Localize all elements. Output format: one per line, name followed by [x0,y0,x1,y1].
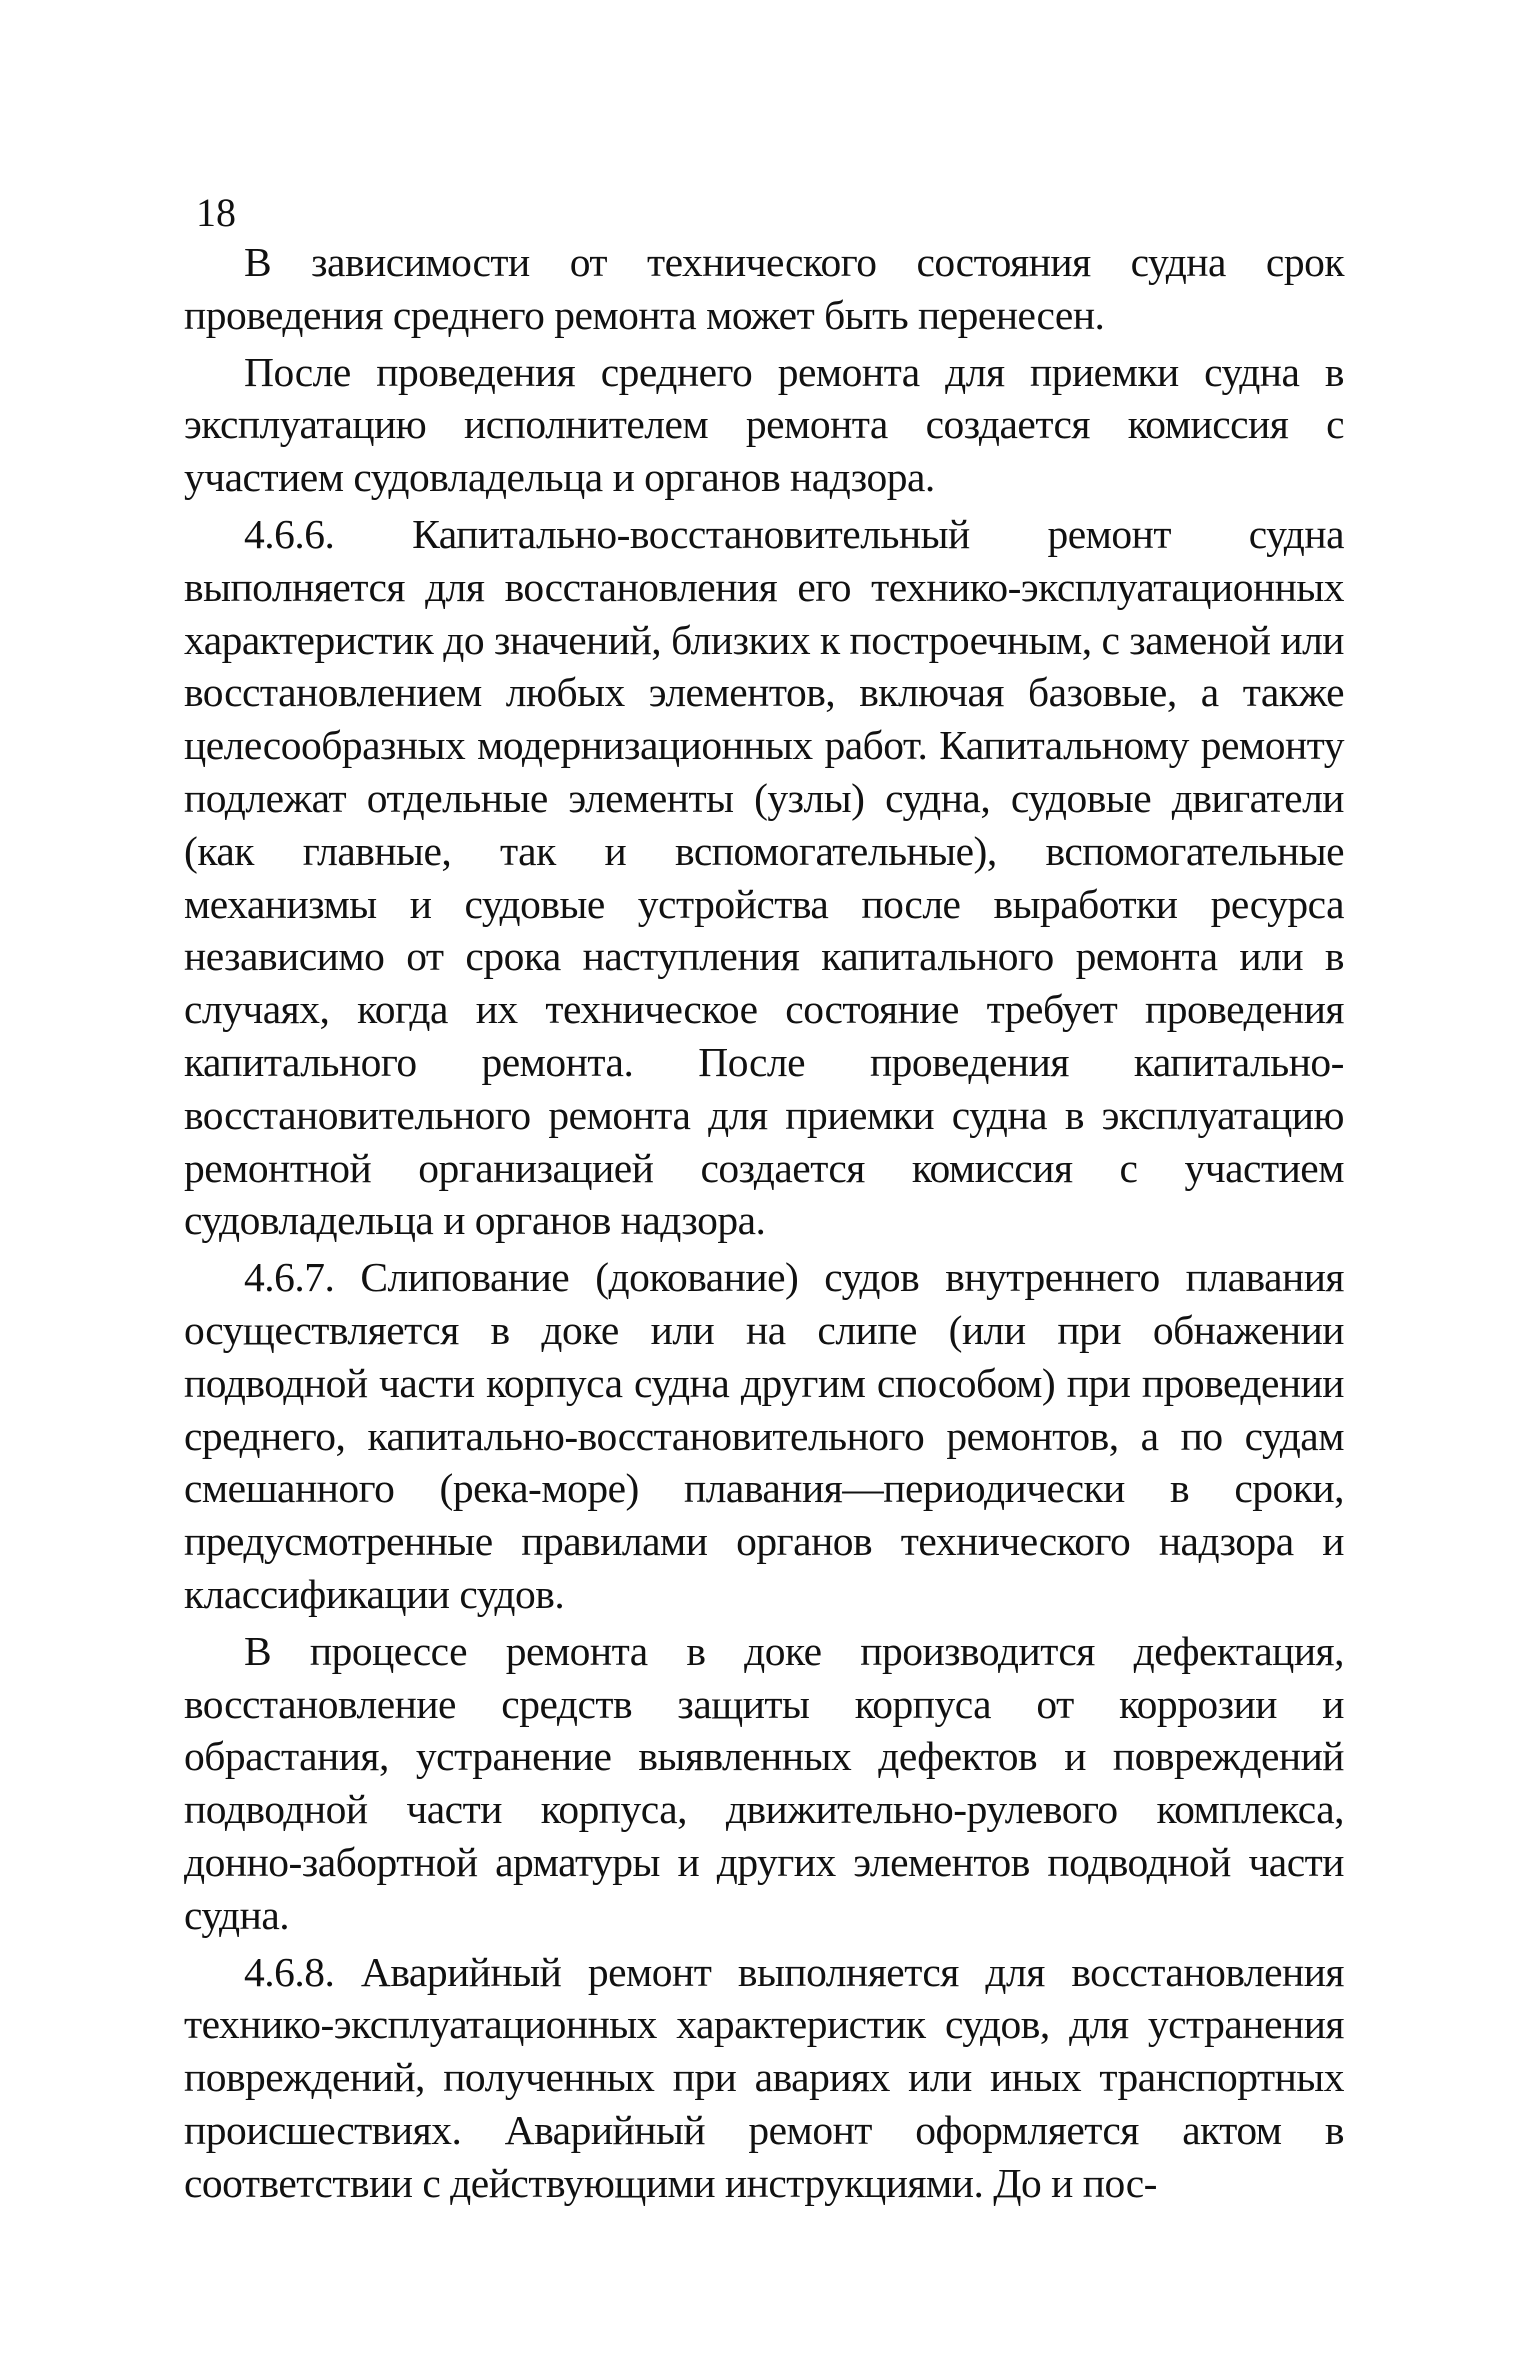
paragraph-6: 4.6.8. Аварийный ремонт выполняется для восстановления технико-эксплуатационных характеристик судов, для устранения повреждений, полученных при авариях или иных транспортных происшествиях. Аварийный ремонт оформляется актом в соответствии с действующими инструкциями. До и пос- [184,1948,1344,2206]
paragraph-5: В процессе ремонта в доке производится дефектация, восстановление средств защиты корпуса от коррозии и обрастания, устранение выявленных дефектов и повреждений подводной части корпуса, движительно-рулевого комплекса, донно-забортной арматуры и других элементов подводной части судна. [184,1627,1344,1938]
body-text [184,236,1344,2209]
paragraph-2: После проведения среднего ремонта для приемки судна в эксплуатацию исполнителем ремонта создается комиссия с участием судовладельца и органов надзора. [184,348,1344,501]
paragraph-1: В зависимости от технического состояния судна срок проведения среднего ремонта может быть перенесен. [184,239,1344,338]
page-number: 18 [196,190,236,235]
paragraph-3: 4.6.6. Капитально-восстановительный ремонт судна выполняется для восстановления его технико-эксплуатационных характеристик до значений, близких к построечным, с заменой или восстановлением любых элементов, включая базовые, а также целесообразных модернизационных работ. Капитальному ремонту подлежат отдельные элементы (узлы) судна, судовые двигатели (как главные, так и вспомогательные), вспомогательные механизмы и судовые устройства после выработки ресурса независимо от срока наступления капитального ремонта или в случаях, когда их техническое состояние требует проведения капитального ремонта. После проведения капитально-восстановительного ремонта для приемки судна в эксплуатацию ремонтной организацией создается комиссия с участием судовладельца и органов надзора. [184,510,1344,1244]
paragraph-4: 4.6.7. Слипование (докование) судов внутреннего плавания осуществляется в доке или на слипе (или при обнажении подводной части корпуса судна другим способом) при проведении среднего, капитально-восстановительного ремонтов, а по судам смешанного (река-море) плавания—периодически в сроки, предусмотренные правилами органов технического надзора и классификации судов. [184,1254,1344,1617]
